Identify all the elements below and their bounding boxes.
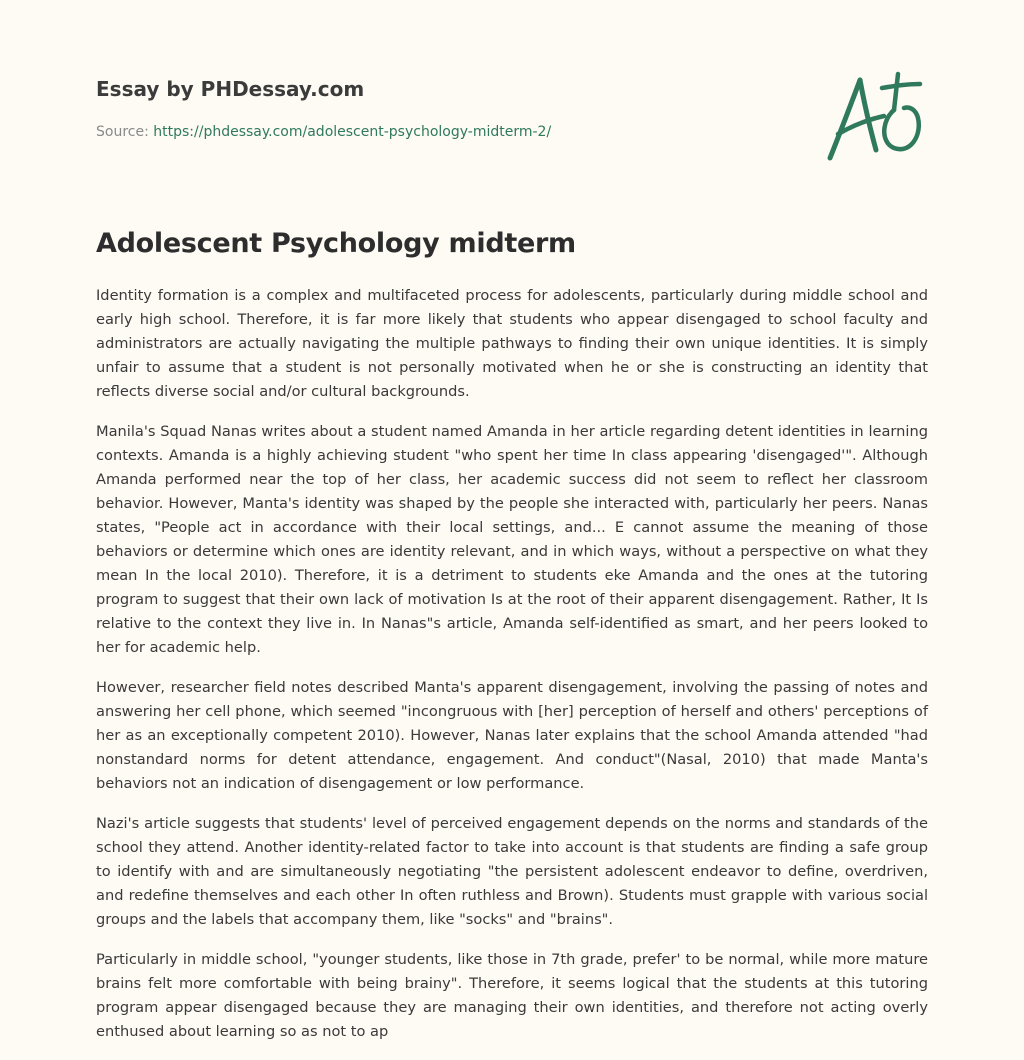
page-header: [96, 74, 796, 142]
essay-paragraph: However, researcher field notes described Manta's apparent disengagement, involving the passing of notes and answering her cell phone, which seemed "incongruous with [her] perception of herself and others' perceptions of her as an exceptionally competent 2010). However, Nanas later explains that the school Amanda attended "had nonstandard norms for detent attendance, engagement. And conduct"(Nasal, 2010) that made Manta's behaviors not an indication of disengagement or low performance.: [96, 679, 928, 792]
source-link[interactable]: https://phdessay.com/adolescent-psychology-midterm-2/: [153, 124, 552, 140]
essay-paragraph: Particularly in middle school, "younger students, like those in 7th grade, prefer' to be normal, while more mature brains felt more comfortable with being brainy". Therefore, it seems logical that the students at this tutoring program appear disengaged because they are managing their own identities, and therefore not acting overly enthused about learning so as not to ap: [96, 951, 928, 1040]
site-brand: Essay by PHDessay.com: [96, 77, 365, 101]
essay-title: Adolescent Psychology midterm: [96, 228, 576, 259]
source-label: Source:: [96, 124, 154, 140]
essay-paragraph: Identity formation is a complex and multifaceted process for adolescents, particularly during middle school and early high school. Therefore, it is far more likely that students who appear disengaged to school faculty and administrators are actually navigating the multiple pathways to finding their own unique identities. It is simply unfair to assume that a student is not personally motivated when he or she is constructing an identity that reflects diverse social and/or cultural backgrounds.: [96, 287, 928, 400]
essay-paragraph: Nazi's article suggests that students' level of perceived engagement depends on the norms and standards of the school they attend. Another identity-related factor to take into account is that students are finding a safe group to identify with and are simultaneously negotiating "the persistent adolescent endeavor to define, overdriven, and redefine themselves and each other In often ruthless and Brown). Students must grapple with various social groups and the labels that accompany them, like "socks" and "brains".: [96, 815, 928, 928]
source-line: [96, 122, 796, 142]
a-plus-grade-icon: [822, 68, 930, 164]
essay-body: [96, 284, 928, 1060]
essay-paragraph: Manila's Squad Nanas writes about a student named Amanda in her article regarding detent identities in learning contexts. Amanda is a highly achieving student "who spent her time In class appearing 'disengaged'". Although Amanda performed near the top of her class, her academic success did not seem to reflect her classroom behavior. However, Manta's identity was shaped by the people she interacted with, particularly her peers. Nanas states, "People act in accordance with their local settings, and... E cannot assume the meaning of those behaviors or determine which ones are identity relevant, and in which ways, without a perspective on what they mean In the local 2010). Therefore, it is a detriment to students eke Amanda and the ones at the tutoring program to suggest that their own lack of motivation Is at the root of their apparent disengagement. Rather, It Is relative to the context they live in. In Nanas"s article, Amanda self-identified as smart, and her peers looked to her for academic help.: [96, 423, 928, 656]
